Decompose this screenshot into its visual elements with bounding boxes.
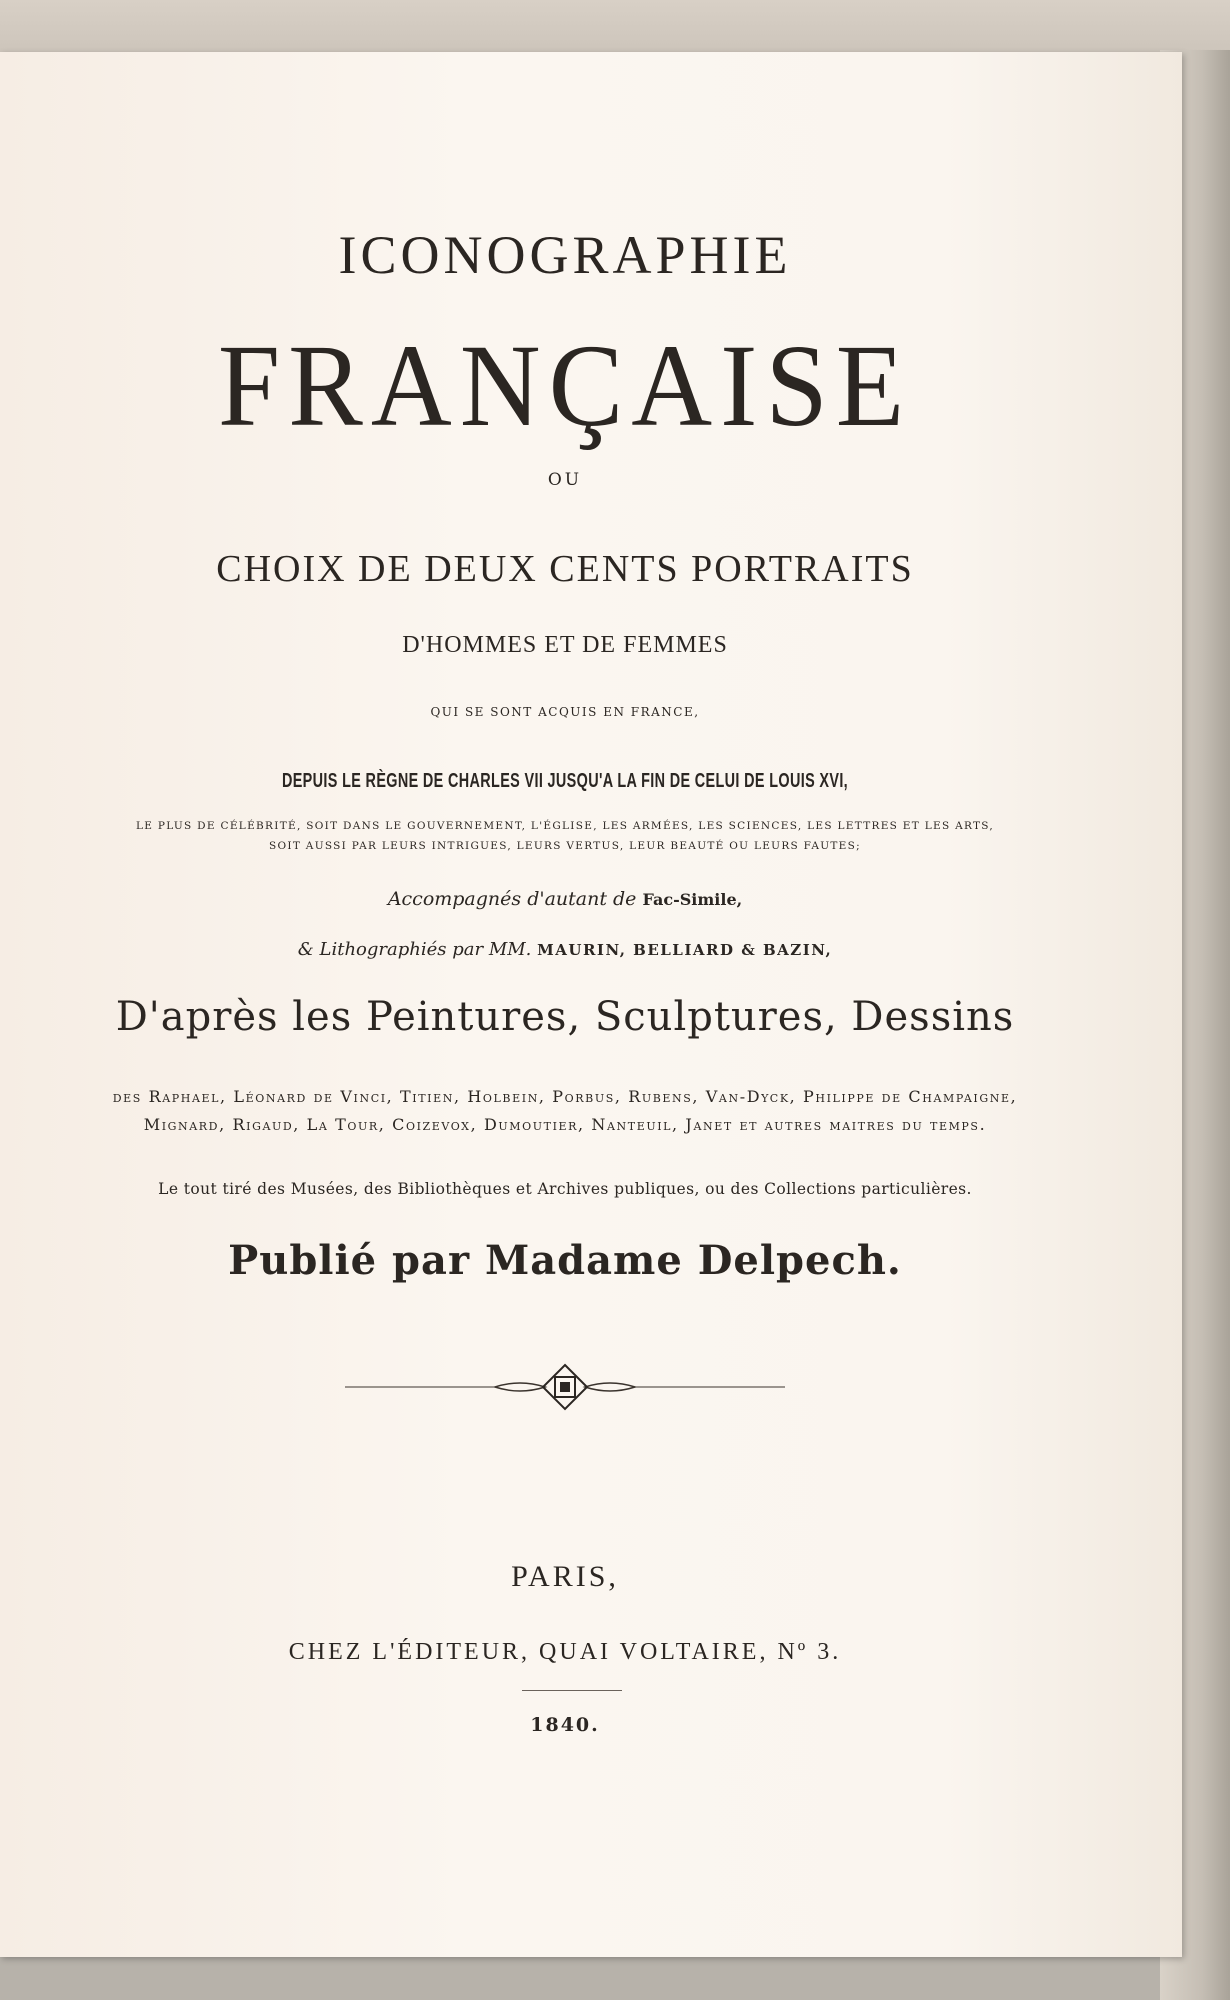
- imprint-rule: [522, 1690, 622, 1691]
- accompagnes-bold: Fac-Simile,: [642, 890, 743, 909]
- imprint-year: 1840.: [530, 1714, 600, 1736]
- title-qui: QUI SE SONT ACQUIS EN FRANCE,: [430, 705, 700, 719]
- title-page: [0, 52, 1182, 1957]
- accompagnes-line: [0, 888, 1130, 910]
- title-line-2: FRANÇAISE: [217, 320, 913, 452]
- collections-note: Le tout tiré des Musées, des Bibliothèques et Archives publiques, ou des Collections particulières.: [158, 1180, 972, 1198]
- title-choix: CHOIX DE DEUX CENTS PORTRAITS: [216, 548, 914, 590]
- artists-line-2: Mignard, Rigaud, La Tour, Coizevox, Dumoutier, Nanteuil, Janet et autres maitres du temps.: [143, 1115, 987, 1134]
- artists-line-1: des Raphael, Léonard de Vinci, Titien, Holbein, Porbus, Rubens, Van-Dyck, Philippe de Champaigne,: [112, 1087, 1018, 1106]
- dapres-line: D'après les Peintures, Sculptures, Dessins: [115, 994, 1015, 1040]
- title-small-1: LE PLUS DE CÉLÉBRITÉ, SOIT DANS LE GOUVERNEMENT, L'ÉGLISE, LES ARMÉES, LES SCIENCES, LES LETTRES ET LES ARTS,: [135, 820, 995, 832]
- imprint-publisher: CHEZ L'ÉDITEUR, QUAI VOLTAIRE, Nº 3.: [288, 1639, 842, 1665]
- title-depuis: DEPUIS LE RÈGNE DE CHARLES VII JUSQU'A LA FIN DE CELUI DE LOUIS XVI,: [281, 770, 849, 792]
- ornament-divider: [345, 1357, 785, 1417]
- lithographies-italic: & Lithographiés par MM.: [297, 939, 532, 960]
- lithographies-line: [0, 939, 1130, 960]
- title-line-1: ICONOGRAPHIE: [338, 225, 792, 285]
- accompagnes-italic: Accompagnés d'autant de: [387, 888, 637, 910]
- imprint-city: PARIS,: [511, 1560, 619, 1593]
- publisher-credit: Publié par Madame Delpech.: [228, 1237, 902, 1284]
- title-hommes: D'HOMMES ET DE FEMMES: [402, 632, 728, 658]
- title-small-2: SOIT AUSSI PAR LEURS INTRIGUES, LEURS VERTUS, LEUR BEAUTÉ OU LEURS FAUTES;: [269, 840, 861, 852]
- lithographies-names: MAURIN, BELLIARD & BAZIN,: [537, 941, 833, 959]
- title-ou: OU: [547, 470, 583, 490]
